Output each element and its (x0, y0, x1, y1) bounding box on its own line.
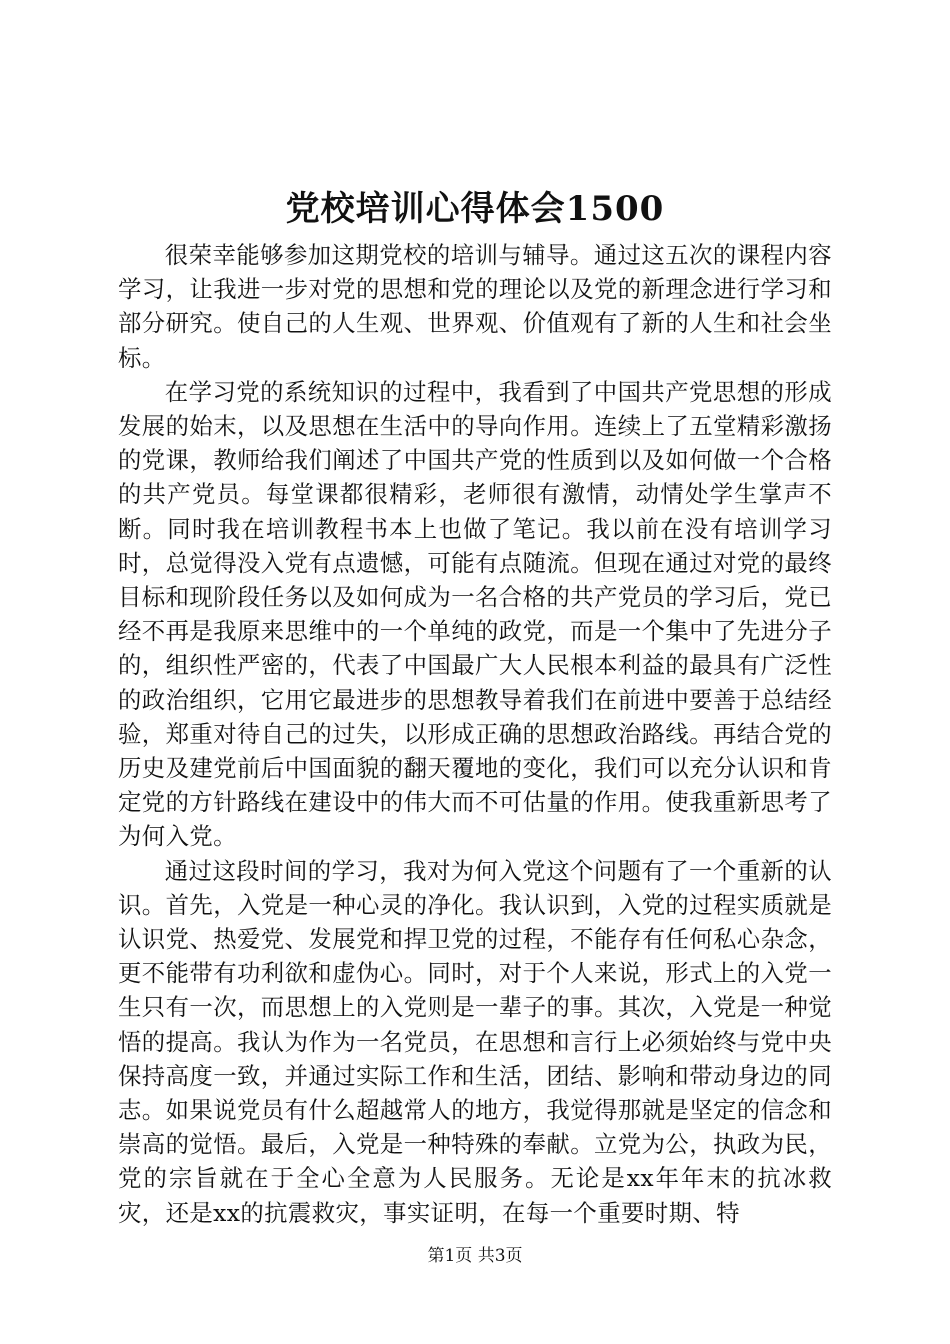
paragraph-1: 很荣幸能够参加这期党校的培训与辅导。通过这五次的课程内容学习，让我进一步对党的思想和党的理论以及党的新理念进行学习和部分研究。使自己的人生观、世界观、价值观有了新的人生和社会坐标。 (118, 241, 832, 372)
document-body (118, 238, 832, 1230)
page-number-footer: 第1页 共3页 (427, 1246, 523, 1266)
paragraph-3: 通过这段时间的学习，我对为何入党这个问题有了一个重新的认识。首先，入党是一种心灵的净化。我认识到，入党的过程实质就是认识党、热爱党、发展党和捍卫党的过程，不能存有任何私心杂念，更不能带有功利欲和虚伪心。同时，对于个人来说，形式上的入党一生只有一次，而思想上的入党则是一辈子的事。其次，入党是一种觉悟的提高。我认为作为一名党员，在思想和言行上必须始终与党中央保持高度一致，并通过实际工作和生活，团结、影响和带动身边的同志。如果说党员有什么超越常人的地方，我觉得那就是坚定的信念和崇高的觉悟。最后，入党是一种特殊的奉献。立党为公，执政为民，党的宗旨就在于全心全意为人民服务。无论是xx年年末的抗冰救灾，还是xx的抗震救灾，事实证明，在每一个重要时期、特 (118, 856, 832, 1227)
paragraph-2: 在学习党的系统知识的过程中，我看到了中国共产党思想的形成发展的始末，以及思想在生活中的导向作用。连续上了五堂精彩激扬的党课，教师给我们阐述了中国共产党的性质到以及如何做一个合格的共产党员。每堂课都很精彩，老师很有激情，动情处学生掌声不断。同时我在培训教程书本上也做了笔记。我以前在没有培训学习时，总觉得没入党有点遗憾，可能有点随流。但现在通过对党的最终目标和现阶段任务以及如何成为一名合格的共产党员的学习后，党已经不再是我原来思维中的一个单纯的政党，而是一个集中了先进分子的，组织性严密的，代表了中国最广大人民根本利益的最具有广泛性的政治组织，它用它最进步的思想教导着我们在前进中要善于总结经验，郑重对待自己的过失，以形成正确的思想政治路线。再结合党的历史及建党前后中国面貌的翻天覆地的变化，我们可以充分认识和肯定党的方针路线在建设中的伟大而不可估量的作用。使我重新思考了为何入党。 (118, 377, 832, 851)
page-title: 党校培训心得体会1500 (285, 189, 665, 229)
